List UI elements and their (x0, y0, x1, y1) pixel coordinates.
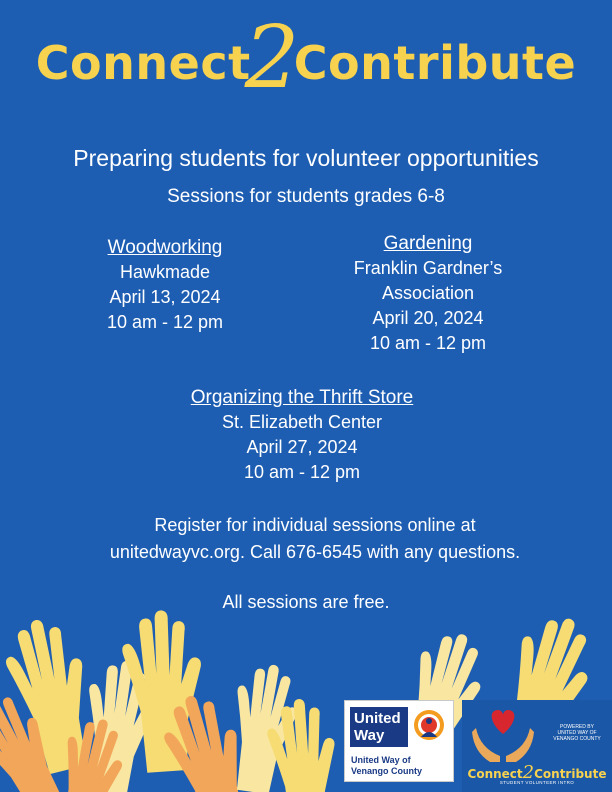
session-name: Organizing the Thrift Store (190, 387, 414, 408)
title-contribute: Contribute (293, 36, 577, 90)
united-way-logo (344, 700, 454, 782)
united-way-hand-rainbow-icon (411, 707, 447, 747)
c2c-tagline: STUDENT VOLUNTEER INTRO (499, 780, 575, 785)
session-date: April 13, 2024 (109, 287, 221, 307)
session-host: St. Elizabeth Center (221, 412, 383, 432)
connect2contribute-logo (462, 700, 612, 792)
session-name: Woodworking (107, 237, 223, 258)
session-woodworking (65, 235, 265, 335)
wordmark-part: Contribute (534, 767, 607, 781)
powered-line: UNITED WAY OF (557, 730, 597, 736)
register-line: Register for individual sessions online at (154, 515, 476, 535)
session-time: 10 am - 12 pm (106, 312, 224, 332)
powered-line: POWERED BY (560, 724, 594, 730)
united-way-wordmark (350, 707, 408, 747)
heart-in-hands-icon (470, 704, 536, 764)
united-way-subtitle (351, 755, 451, 777)
registration-info (40, 512, 590, 566)
session-host: Association (381, 283, 475, 303)
wordmark-line: Way (354, 727, 385, 744)
session-name: Gardening (383, 233, 473, 254)
flyer-subtitle: Preparing students for volunteer opportunities (73, 145, 539, 171)
grades-line: Sessions for students grades 6-8 (167, 186, 445, 207)
title-two: 2 (244, 8, 300, 108)
session-host: Hawkmade (119, 262, 211, 282)
title-connect: Connect (35, 36, 251, 90)
session-time: 10 am - 12 pm (243, 462, 361, 482)
subtitle-line: Venango County (351, 766, 423, 776)
session-thrift-store (152, 385, 452, 485)
session-time: 10 am - 12 pm (369, 333, 487, 353)
wordmark-part: Connect (467, 767, 523, 781)
session-gardening (318, 231, 538, 356)
powered-line: VENANGO COUNTY (553, 736, 601, 742)
wordmark-two: 2 (522, 762, 535, 783)
powered-by-text (546, 724, 608, 742)
register-line: unitedwayvc.org. Call 676-6545 with any questions. (109, 542, 521, 562)
subtitle-line: United Way of (351, 755, 411, 765)
free-note: All sessions are free. (222, 592, 390, 612)
session-host: Franklin Gardner’s (353, 258, 503, 278)
flyer-title (0, 8, 612, 108)
session-date: April 27, 2024 (246, 437, 358, 457)
wordmark-line: United (354, 710, 401, 727)
session-date: April 20, 2024 (372, 308, 484, 328)
